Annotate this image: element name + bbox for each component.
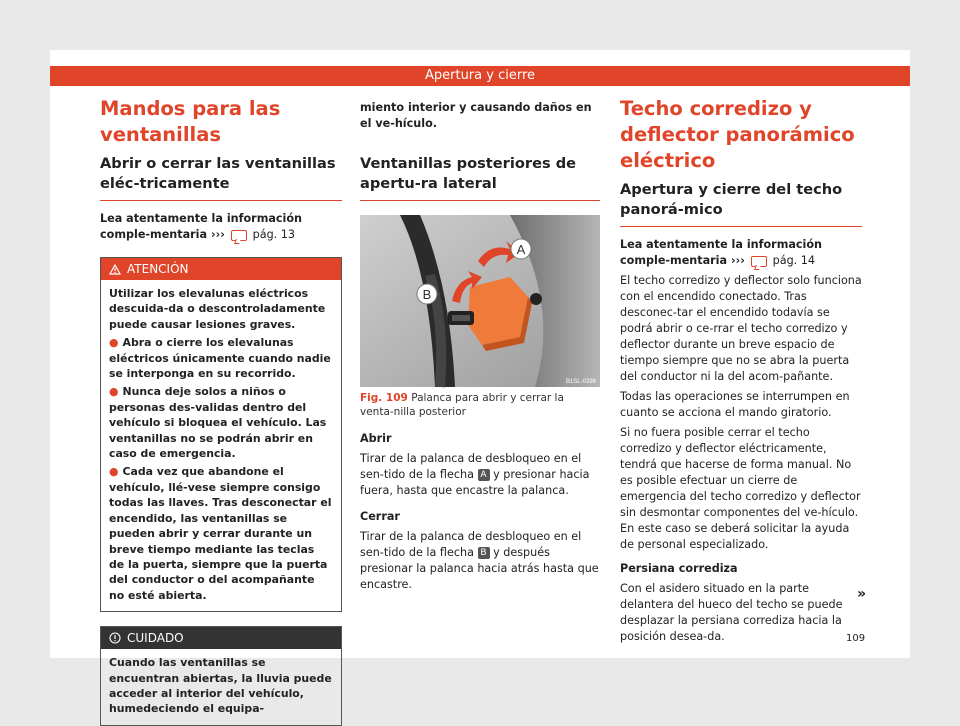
callout-a-label: A — [516, 242, 526, 257]
paragraph: Con el asidero situado en la parte delantera del hueco del techo se puede desplazar la persiana corrediza hacia la posición desea-da. — [620, 582, 843, 643]
bullet-icon: ● — [109, 385, 119, 399]
open-text-a: Tirar de la palanca de desbloqueo en el sen-tido de la flecha — [360, 452, 582, 481]
caution-body: Cuando las ventanillas se encuentran abiertas, la lluvia puede acceder al interior del vehículo, humedeciendo el equipa- — [109, 656, 332, 716]
open-text — [360, 451, 600, 499]
intro-label: Lea atentamente la información comple-mentaria — [620, 238, 823, 267]
warning-item-text: Abra o cierre los elevalunas eléctricos únicamente cuando nadie se interponga en su recorrido. — [109, 336, 331, 381]
warning-item — [109, 335, 333, 381]
page-reference-link[interactable]: pág. 14 — [772, 254, 816, 267]
chapter-header: Apertura y cierre — [50, 66, 910, 86]
figure-caption — [360, 391, 600, 419]
window-lever-illustration — [360, 215, 600, 387]
close-heading: Cerrar — [360, 510, 400, 523]
figure-caption-text: Palanca para abrir y cerrar la venta-nilla posterior — [360, 392, 564, 418]
warning-box — [100, 257, 342, 612]
subheading: Persiana corrediza — [620, 562, 738, 575]
paragraph: El techo corredizo y deflector solo funciona con el encendido conectado. Tras desconec-tar el encendido todavía se podrá abrir o ce-rrar el techo corredizo y deflector durante un breve espacio de tiempo siempre que no se abra la puerta del conductor ni la del acom-pañante. — [620, 274, 862, 383]
column-right — [620, 96, 862, 645]
warning-triangle-icon — [109, 264, 121, 275]
arrow-glyph: ››› — [210, 228, 225, 241]
callout-badge: A — [478, 469, 490, 481]
open-heading: Abrir — [360, 432, 392, 445]
section-title: Techo corredizo y deflector panorámico eléctrico — [620, 97, 855, 172]
column-left — [100, 96, 342, 726]
paragraph: Todas las operaciones se interrumpen en cuanto se acciona el mando giratorio. — [620, 390, 850, 419]
caution-box — [100, 626, 342, 726]
warning-item — [109, 464, 333, 603]
bullet-icon: ● — [109, 465, 119, 479]
caution-title: CUIDADO — [127, 631, 184, 646]
bullet-icon: ● — [109, 336, 119, 350]
warning-item — [109, 384, 333, 461]
intro-text — [100, 211, 342, 243]
page-number: 109 — [846, 633, 866, 644]
book-reference-icon — [751, 256, 767, 267]
warning-title: ATENCIÓN — [127, 262, 189, 276]
column-middle — [360, 96, 600, 593]
book-reference-icon — [231, 230, 247, 241]
page-reference-link[interactable]: pág. 13 — [252, 228, 296, 241]
subsection-title: Abrir o cerrar las ventanillas eléc-tricamente — [100, 154, 342, 201]
close-text — [360, 529, 600, 593]
warning-body — [101, 280, 341, 611]
warning-lead: Utilizar los elevalunas eléctricos descuida-da o descontroladamente puede causar lesiones graves. — [109, 287, 326, 331]
callout-b-label: B — [422, 287, 432, 302]
continued-text: miento interior y causando daños en el ve-hículo. — [360, 101, 592, 130]
subsection-title: Apertura y cierre del techo panorá-mico — [620, 180, 862, 227]
arrow-glyph: ››› — [730, 254, 745, 267]
figure-number: Fig. 109 — [360, 392, 408, 404]
warning-header — [101, 258, 341, 280]
continue-arrow: » — [857, 586, 867, 602]
section-title: Mandos para las ventanillas — [100, 97, 281, 146]
close-text-a: Tirar de la palanca de desbloqueo en el sen-tido de la flecha — [360, 530, 582, 559]
open-text-b: y presionar hacia fuera, hasta que encastre la palanca. — [360, 468, 590, 497]
intro-label: Lea atentamente la información comple-mentaria — [100, 212, 303, 241]
intro-text — [620, 237, 862, 269]
paragraph: Si no fuera posible cerrar el techo corredizo y deflector eléctricamente, tendrá que hacerse de forma manual. No es posible efectuar un cierre de emergencia del techo corredizo y deflector sin desmontar componentes del ve-hículo. En este caso se deberá solicitar la ayuda de personal especializado. — [620, 426, 861, 551]
figure-109 — [360, 215, 600, 387]
figure-code: B1SL-0398 — [565, 379, 596, 385]
subsection-title: Ventanillas posteriores de apertu-ra lateral — [360, 154, 600, 201]
callout-badge: B — [478, 547, 490, 559]
warning-item-text: Cada vez que abandone el vehículo, llé-vese siempre consigo todas las llaves. Tras desconectar el encendido, las ventanillas se pueden abrir y cerrar durante un breve tiempo mediante las teclas de la puerta, siempre que la puerta del conductor o del acompañante no esté abierta. — [109, 465, 332, 602]
caution-header — [101, 627, 341, 649]
info-circle-icon — [109, 632, 121, 644]
close-text-b: y después presionar la palanca hacia atrás hasta que encastre. — [360, 546, 599, 591]
warning-item-text: Nunca deje solos a niños o personas des-validas dentro del vehículo si bloquea el vehículo. Las ventanillas no se podrán abrir en caso de emergencia. — [109, 385, 327, 461]
